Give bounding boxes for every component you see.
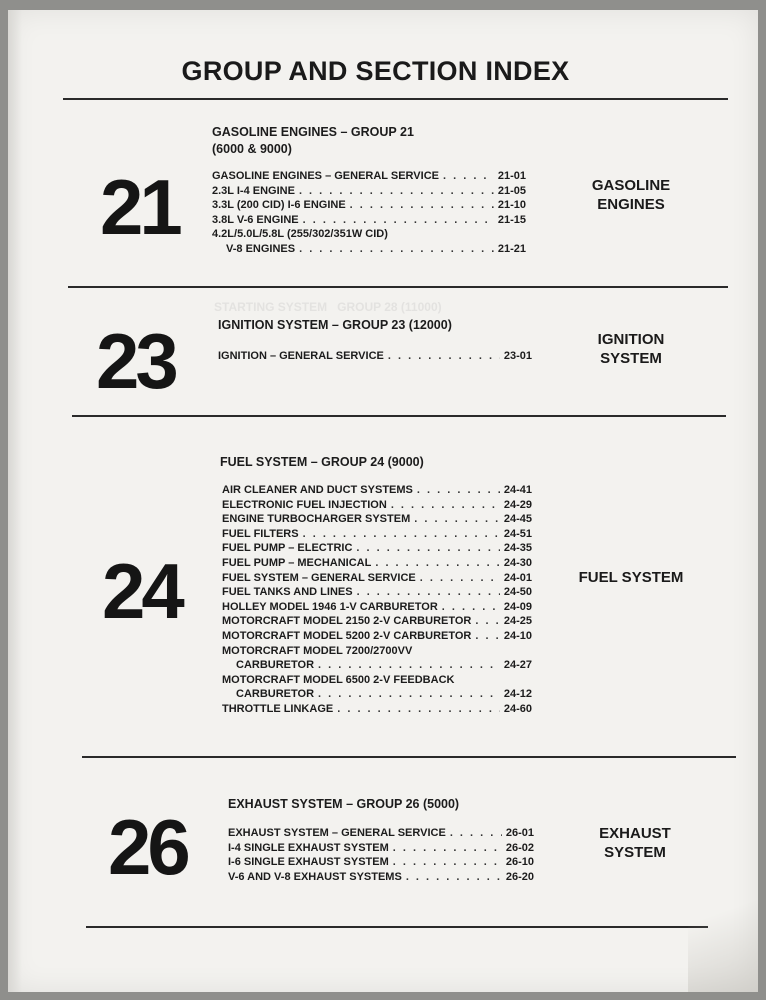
side-label-21: GASOLINE ENGINES [591,177,671,213]
list-item[interactable]: FUEL PUMP – ELECTRIC . . . 24-35 [222,542,532,557]
list-item[interactable]: FUEL SYSTEM – GENERAL SERVICE . . . 24-01 [222,572,532,587]
section-heading-line: FUEL SYSTEM – GROUP 24 (9000) [220,455,424,469]
list-item[interactable]: I-6 SINGLE EXHAUST SYSTEM . . . 26-10 [228,856,534,871]
page-corner-curl [688,862,758,992]
divider-23 [72,415,726,417]
section-heading-23 [218,317,452,334]
list-item[interactable]: CARBURETOR . . . 24-27 [222,659,532,674]
side-label-23: IGNITION SYSTEM [597,331,665,367]
list-item[interactable]: MOTORCRAFT MODEL 7200/2700VV [222,644,413,657]
list-item[interactable]: AIR CLEANER AND DUCT SYSTEMS . . . 24-41 [222,484,532,499]
section-heading-line: (6000 & 9000) [212,142,292,156]
list-item[interactable]: 2.3L I-4 ENGINE . . . 21-05 [212,185,526,200]
entry-list-24 [222,484,532,718]
list-item[interactable]: ELECTRONIC FUEL INJECTION . . . 24-29 [222,499,532,514]
divider-21 [68,286,728,288]
page-title: GROUP AND SECTION INDEX [181,56,570,86]
list-item[interactable]: HOLLEY MODEL 1946 1-V CARBURETOR . . . 24-09 [222,601,532,616]
list-item[interactable]: EXHAUST SYSTEM – GENERAL SERVICE . . . 26-01 [228,827,534,842]
divider-top [63,98,728,100]
list-item[interactable]: FUEL FILTERS . . . 24-51 [222,528,532,543]
list-item[interactable]: CARBURETOR . . . 24-12 [222,688,532,703]
list-item[interactable]: 3.3L (200 CID) I-6 ENGINE . . . 21-10 [212,199,526,214]
list-item[interactable]: V-6 AND V-8 EXHAUST SYSTEMS . . . 26-20 [228,871,534,886]
section-number-24: 24 [102,547,181,635]
section-number-23: 23 [96,317,175,405]
side-label-24: FUEL SYSTEM [578,569,684,586]
page-edge-shadow [8,10,22,992]
entry-list-23 [218,350,532,365]
divider-bottom [86,926,708,928]
bleed-through-text: STARTING SYSTEM GROUP 28 (11000) [214,300,442,314]
section-heading-line: EXHAUST SYSTEM – GROUP 26 (5000) [228,797,460,811]
list-item[interactable]: V-8 ENGINES . . . 21-21 [212,243,526,258]
section-heading-24 [220,454,424,471]
list-item[interactable]: THROTTLE LINKAGE . . . 24-60 [222,703,532,718]
section-heading-line: IGNITION SYSTEM – GROUP 23 (12000) [218,318,452,332]
list-item[interactable]: GASOLINE ENGINES – GENERAL SERVICE . . . 21-01 [212,170,526,185]
list-item[interactable]: MOTORCRAFT MODEL 2150 2-V CARBURETOR . . . 24-25 [222,615,532,630]
entry-list-21 [212,170,526,258]
list-item[interactable]: FUEL PUMP – MECHANICAL . . . 24-30 [222,557,532,572]
list-item[interactable]: FUEL TANKS AND LINES . . . 24-50 [222,586,532,601]
section-heading-26 [228,796,459,813]
list-item[interactable]: 3.8L V-6 ENGINE . . . 21-15 [212,214,526,229]
list-item[interactable]: IGNITION – GENERAL SERVICE . . . 23-01 [218,350,532,365]
section-number-21: 21 [100,163,179,251]
document-page [8,10,758,992]
divider-24 [82,756,736,758]
list-item[interactable]: ENGINE TURBOCHARGER SYSTEM . . . 24-45 [222,513,532,528]
section-number-26: 26 [108,803,187,891]
list-item[interactable]: I-4 SINGLE EXHAUST SYSTEM . . . 26-02 [228,842,534,857]
section-heading-line: GASOLINE ENGINES – GROUP 21 [212,125,414,139]
list-item[interactable]: 4.2L/5.0L/5.8L (255/302/351W CID) [212,228,388,241]
entry-list-26 [228,827,534,885]
section-heading-21 [212,124,414,158]
list-item[interactable]: MOTORCRAFT MODEL 5200 2-V CARBURETOR . . . 24-10 [222,630,532,645]
side-label-26: EXHAUST SYSTEM [599,825,671,861]
list-item[interactable]: MOTORCRAFT MODEL 6500 2-V FEEDBACK [222,673,455,686]
